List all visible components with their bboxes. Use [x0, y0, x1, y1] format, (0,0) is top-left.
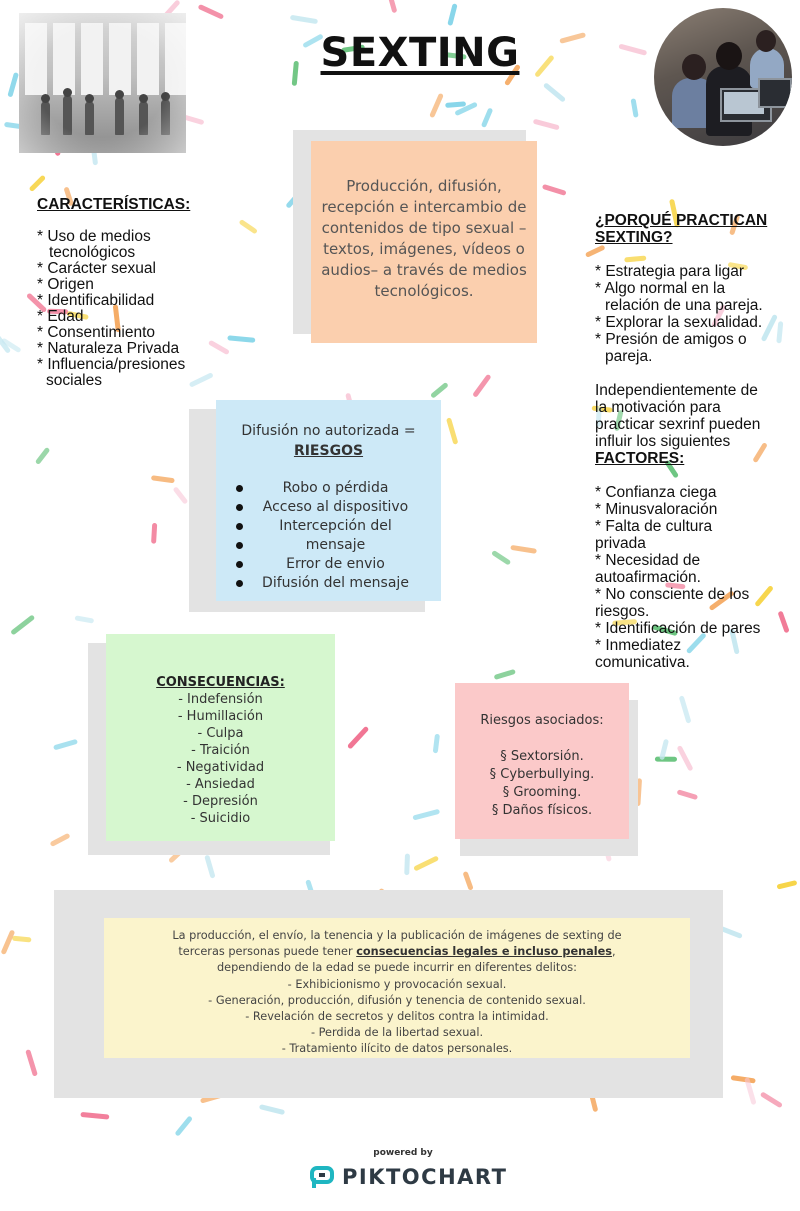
piktochart-wordmark: PIKTOCHART [342, 1165, 508, 1189]
risk-item: Difusión del mensaje [216, 574, 441, 593]
associated-item: § Daños físicos. [491, 803, 593, 818]
confetti-piece [733, 1078, 753, 1081]
consequence-item: - Traición [191, 743, 250, 758]
confetti-piece [28, 1052, 35, 1073]
piktochart-logo-icon [310, 1166, 334, 1190]
page-title: SEXTING [320, 30, 520, 76]
confetti-piece [53, 836, 67, 844]
confetti-piece [415, 812, 437, 818]
why-reason: * Explorar la sexualidad. [595, 314, 763, 331]
confetti-piece [230, 338, 253, 340]
legal-line: dependiendo de la edad se puede incurrir en diferentes delitos: [217, 961, 577, 975]
confetti-piece [207, 858, 212, 876]
confetti-piece [38, 450, 47, 461]
legal-emphasis: consecuencias legales e incluso penales [356, 945, 613, 959]
confetti-piece [242, 222, 255, 231]
factor-item: riesgos. [595, 603, 650, 620]
factor-item: privada [595, 535, 646, 552]
risks-list [216, 479, 441, 593]
characteristic-item: * Uso de medios [37, 228, 151, 245]
characteristics-heading: CARACTERÍSTICAS: [37, 196, 191, 213]
why-block [595, 212, 795, 671]
why-reason: * Presión de amigos o [595, 331, 747, 348]
confetti-piece [638, 781, 639, 804]
factor-item: * Necesidad de [595, 552, 701, 569]
confetti-piece [390, 0, 394, 10]
legal-note [104, 918, 690, 1058]
why-intro: Independientemente de [595, 382, 758, 399]
characteristic-item: * Origen [37, 276, 94, 293]
characteristic-item: * Identificabilidad [37, 292, 155, 309]
risk-item: Intercepción del [216, 517, 441, 536]
confetti-piece [10, 75, 16, 94]
confetti-piece [15, 938, 29, 939]
confetti-piece [83, 1115, 107, 1117]
confetti-piece [417, 859, 436, 868]
confetti-piece [448, 104, 464, 105]
confetti-piece [154, 526, 155, 542]
characteristic-item: * Consentimiento [37, 324, 156, 341]
why-intro: influir los siguientes [595, 433, 731, 450]
confetti-piece [449, 420, 455, 441]
factors-heading: FACTORES: [595, 450, 685, 467]
factor-item: autoafirmación. [595, 569, 701, 586]
characteristic-item: * Edad [37, 308, 84, 325]
factor-item: * No consciente de los [595, 586, 750, 603]
characteristic-item: * Influencia/presiones [37, 356, 186, 373]
risks-heading: RIESGOS [293, 443, 364, 459]
confetti-piece [495, 553, 508, 562]
characteristics-block [37, 197, 227, 389]
associated-item: § Grooming. [502, 785, 582, 800]
confetti-piece [262, 1107, 282, 1112]
team-photo [654, 8, 792, 146]
confetti-piece [680, 748, 690, 768]
factor-item: * Inmediatez [595, 637, 682, 654]
confetti-piece [14, 618, 32, 632]
confetti-piece [747, 1080, 753, 1102]
confetti-piece [513, 548, 534, 551]
piktochart-logo[interactable] [310, 1163, 508, 1193]
confetti-piece [763, 1095, 779, 1105]
legal-line: terceras personas puede tener consecuencias legales e incluso penales, [178, 945, 616, 959]
confetti-piece [434, 385, 446, 395]
confetti-piece [4, 933, 12, 952]
confetti-piece [680, 792, 695, 797]
confetti-piece [186, 118, 202, 123]
confetti-piece [436, 737, 438, 751]
risk-item: Acceso al dispositivo [216, 498, 441, 517]
confetti-piece [497, 672, 513, 677]
confetti-piece [201, 7, 221, 16]
factor-item: * Identificación de pares [595, 620, 761, 637]
consequence-item: - Indefensión [178, 692, 263, 707]
legal-item: - Revelación de secretos y delitos contra la intimidad. [245, 1010, 549, 1024]
consequence-item: - Ansiedad [186, 777, 255, 792]
definition-note [311, 141, 537, 343]
confetti-piece [780, 883, 795, 887]
consequence-item: - Depresión [183, 794, 258, 809]
risks-note [216, 400, 441, 601]
confetti-piece [432, 96, 440, 115]
associated-item: § Cyberbullying. [489, 767, 595, 782]
confetti-piece [154, 478, 172, 481]
risk-item: Robo o pérdida [216, 479, 441, 498]
risks-intro: Difusión no autorizada = [241, 423, 416, 439]
confetti-piece [56, 742, 75, 747]
confetti-piece [546, 86, 562, 100]
consequence-item: - Culpa [197, 726, 244, 741]
legal-item: - Exhibicionismo y provocación sexual. [287, 977, 507, 991]
confetti-piece [484, 111, 490, 125]
characteristic-item: * Naturaleza Privada [37, 340, 180, 357]
consequences-heading: CONSECUENCIAS: [156, 675, 285, 690]
confetti-piece [536, 122, 557, 128]
factor-item: * Confianza ciega [595, 484, 717, 501]
legal-item: - Generación, producción, difusión y tenencia de contenido sexual. [208, 993, 586, 1007]
consequence-item: - Negatividad [176, 760, 265, 775]
characteristic-item: tecnológicos [49, 244, 136, 261]
confetti-piece [176, 490, 185, 502]
confetti-piece [407, 856, 408, 873]
confetti-piece [77, 618, 91, 621]
confetti-piece [466, 874, 471, 887]
characteristic-item: * Carácter sexual [37, 260, 156, 277]
confetti-piece [662, 742, 666, 757]
confetti-piece [545, 187, 564, 193]
factor-item: * Falta de cultura [595, 518, 713, 535]
consequence-item: - Humillación [177, 709, 264, 724]
confetti-piece [476, 377, 489, 394]
legal-item: - Perdida de la libertad sexual. [310, 1026, 484, 1040]
confetti-piece [682, 698, 689, 720]
why-reason: pareja. [605, 348, 653, 365]
powered-by-label: powered by [373, 1148, 433, 1158]
risk-item-continuation: mensaje [216, 536, 441, 555]
why-heading: SEXTING? [595, 229, 673, 246]
why-intro: practicar sexrinf pueden [595, 416, 761, 433]
definition-text: Producción, difusión, recepción e intercambio de contenidos de tipo sexual – textos, imágenes, vídeos o audios– a través de medios tecnológicos. [321, 177, 527, 300]
consequences-note [106, 634, 335, 841]
factor-item: comunicativa. [595, 654, 690, 671]
why-reason: * Algo normal en la [595, 280, 726, 297]
consequence-item: - Suicidio [190, 811, 251, 826]
legal-item: - Tratamiento ilícito de datos personales. [281, 1042, 513, 1056]
confetti-piece [450, 6, 454, 23]
risk-item: Error de envio [216, 555, 441, 574]
confetti-piece [178, 1119, 190, 1133]
legal-line: La producción, el envío, la tenencia y la publicación de imágenes de sexting de [172, 929, 622, 942]
associated-heading: Riesgos asociados: [480, 713, 604, 728]
why-reason: * Estrategia para ligar [595, 263, 745, 280]
confetti-piece [633, 101, 635, 115]
characteristic-item: sociales [46, 372, 102, 389]
confetti-piece [293, 18, 316, 22]
confetti-piece [350, 729, 365, 746]
associated-risks-note [455, 683, 629, 839]
why-heading: ¿PORQUÉ PRACTICAN [595, 212, 768, 229]
confetti-piece [32, 178, 43, 189]
associated-item: § Sextorsión. [500, 749, 584, 764]
why-reason: relación de una pareja. [605, 297, 763, 314]
why-intro: la motivación para [595, 399, 721, 416]
factor-item: * Minusvaloración [595, 501, 718, 518]
